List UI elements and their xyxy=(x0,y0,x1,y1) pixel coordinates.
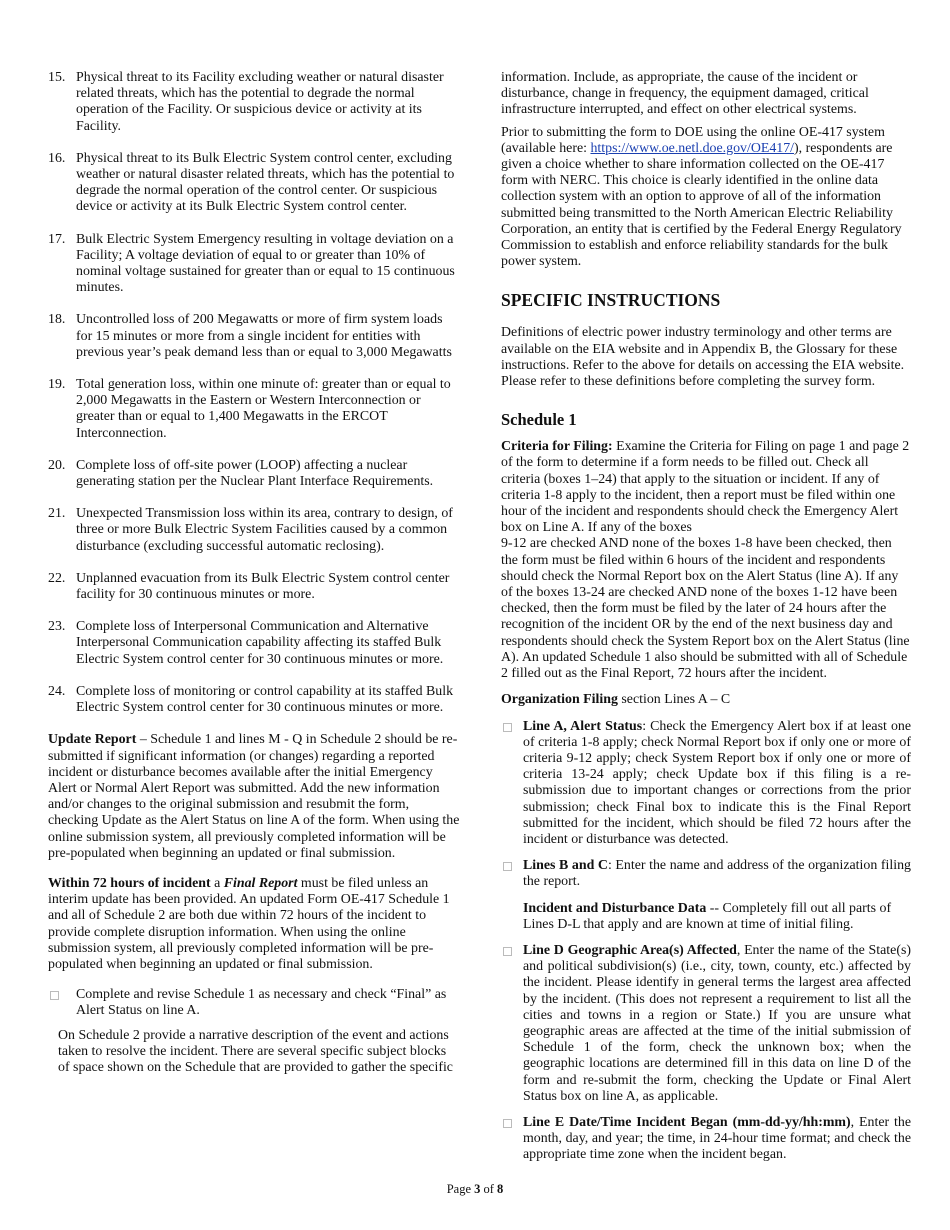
criteria-list xyxy=(48,70,460,716)
criteria-filing-paragraph: Criteria for Filing: Examine the Criteria for Filing on page 1 and page 2 of the form to determine if a form needs to be filled out. Check all criteria (boxes 1–24) that apply to the situation or incident. If any of criteria 1-8 apply to the incident, then a report must be filed within one hour of the incident and respondents should check the Emergency Alert box on Line A. If any of the boxes xyxy=(501,439,910,536)
criterion-item: 16. Physical threat to its Bulk Electric System control center, excluding weather or natural disaster related threats, which has the potential to degrade the normal operation of the control center. Or suspicious device or activity at its Bulk Electric System control center. xyxy=(48,150,455,215)
bullet-box-icon xyxy=(503,723,512,732)
bullet-box-icon xyxy=(50,991,59,1000)
page-total: 8 xyxy=(497,1182,504,1196)
criterion-item: 24. Complete loss of monitoring or control capability at its staffed Bulk Electric System control center for 30 continuous minutes or more. xyxy=(48,683,454,716)
page-number: 3 xyxy=(474,1182,481,1196)
criterion-item: 17. Bulk Electric System Emergency resulting in voltage deviation on a Facility; A voltage deviation of equal to or greater than 10% of nominal voltage sustained for greater than or equal to 15 continuous minutes. xyxy=(48,231,455,296)
criterion-item: 18. Uncontrolled loss of 200 Megawatts or more of firm system loads for 15 minutes or more from a single incident for entities with previous year’s peak demand less than or equal to 3,000 Megawatts xyxy=(48,312,452,360)
page-footer: Page 3 of 8 xyxy=(446,1182,504,1196)
organization-filing-paragraph: Organization Filing section Lines A – C xyxy=(501,692,731,708)
criterion-item: 22. Unplanned evacuation from its Bulk Electric System control center facility for 30 continuous minutes or more. xyxy=(48,570,450,603)
line-e-bullet: Line E Date/Time Incident Began (mm-dd-yy/hh:mm), Enter the month, day, and year; the time, in 24-hour time format; and check the appropriate time zone when the incident began. xyxy=(501,1115,911,1164)
line-d-bullet: Line D Geographic Area(s) Affected, Enter the name of the State(s) and political subdivision(s) (i.e., city, town, county, etc.) affected by the incident. Please identify in general terms the largest area affected by the incident. (This does not represent a requirement to list all the cities and towns in a region or State.) If you are unsure what geographic areas are affected at the time of the initial submission of Schedule 1 of the form, check the unknown box; when the geographic locations are determined fill in this data on line D of the form and re-submit the form, checking the Update or Final Alert Status box on line A, as applicable. xyxy=(501,943,911,1105)
final-status-bullet: Complete and revise Schedule 1 as necessary and check “Final” as Alert Status on line A. xyxy=(48,987,460,1019)
criterion-text: Bulk Electric System Emergency resulting in voltage deviation on a Facility; A voltage deviation of equal to or greater than 10% of nominal voltage sustained for greater than or equal to 15 continuous minutes. xyxy=(76,231,455,296)
schedule1-heading: Schedule 1 xyxy=(501,410,577,430)
lines-bc-bullet: Lines B and C: Enter the name and address of the organization filing the report. xyxy=(501,858,911,890)
left-column xyxy=(48,70,460,1076)
criterion-item: 23. Complete loss of Interpersonal Communication and Alternative Interpersonal Communication capability affecting its staffed Bulk Electric System control center for 30 continuous minutes or more. xyxy=(48,619,444,667)
criterion-text: Uncontrolled loss of 200 Megawatts or more of firm system loads for 15 minutes or more from a single incident for entities with previous year’s peak demand less than or equal to 3,000 Megawatts xyxy=(76,312,452,360)
right-column xyxy=(501,70,911,1174)
criterion-item: 20. Complete loss of off-site power (LOOP) affecting a nuclear generating station per the Nuclear Plant Interface Requirements. xyxy=(48,457,434,490)
oe417-link[interactable]: https://www.oe.netl.doe.gov/OE417/ xyxy=(590,140,795,156)
update-report-paragraph: Update Report – Schedule 1 and lines M - Q in Schedule 2 should be re-submitted if significant information (or changes) regarding a reported incident or disturbance becomes available after the initial Emergency Alert or Normal Alert Report was submitted. Add the new information and/or changes to the original submission and resubmit the form, checking Update as the Alert Status on line A of the form. When using the online submission system, all previously completed information will be pre-populated when beginning an updated or final submission. xyxy=(48,732,460,861)
criteria-filing-continued: 9-12 are checked AND none of the boxes 1-8 have been checked, then the form must be filed within 6 hours of the incident and respondents should check the Normal Report box on the Alert Status (line A). If any of the boxes 13-24 are checked AND none of the boxes 1-12 have been checked, then the form must be filed by the later of 24 hours after the recognition of the incident OR by the end of the next business day and respondents should check the System Report box on the Alert Status (line A). An updated Schedule 1 also should be submitted with all of Schedule 2 filled out as the Final Report, 72 hours after the incident. xyxy=(501,536,910,682)
incident-data-paragraph: Incident and Disturbance Data -- Completely fill out all parts of Lines D-L that apply and are known at time of initial filing. xyxy=(523,900,892,932)
line-a-bullet: Line A, Alert Status: Check the Emergency Alert box if at least one of criteria 1-8 apply; check Normal Report box if only one or more of criteria 9-12 apply; check System Report box if only one or more of criteria 13-24 apply; check Update box if this filing is a re-submission due to important changes or corrections from the prior submission; check Final box to indicate this is the Final Report submitted for the incident, which should be filed 72 hours after the incident or disturbance was detected. xyxy=(501,719,911,849)
definitions-paragraph: Definitions of electric power industry terminology and other terms are available on the EIA website and in Appendix B, the Glossary for these instructions. Refer to the above for details on accessing the EIA website. Please refer to these definitions before completing the survey form. xyxy=(501,325,905,390)
prior-submission-paragraph: Prior to submitting the form to DOE using the online OE-417 system (available here: https://www.oe.netl.doe.gov/OE417/), respondents are given a choice whether to share information collected on the OE-417 form with NERC. This choice is clearly identified in the online data collection system with an option to approve of all of the information submitted being transmitted to the North American Electric Reliability Corporation, an entity that is certified by the Federal Energy Regulatory Commission to establish and enforce reliability standards for the bulk power system. xyxy=(501,124,902,270)
criterion-text: Total generation loss, within one minute of: greater than or equal to 2,000 Megawatts in the Eastern or Western Interconnection or greater than or equal to 1,400 Megawatts in the ERCOT Interconnection. xyxy=(76,377,451,441)
criterion-text: Complete loss of monitoring or control capability at its staffed Bulk Electric System control center for 30 continuous minutes or more. xyxy=(76,683,454,716)
criterion-text: Complete loss of Interpersonal Communication and Alternative Interpersonal Communication capability affecting its staffed Bulk Electric System control center for 30 continuous minutes or more. xyxy=(76,619,444,667)
schedule2-paragraph: On Schedule 2 provide a narrative description of the event and actions taken to resolve the incident. There are several specific subject blocks of space shown on the Schedule that are provided to gather the specific xyxy=(58,1027,453,1075)
criterion-item: 15. Physical threat to its Facility excluding weather or natural disaster related threats, which has the potential to degrade the normal operation of the Facility. Or suspicious device or activity at its Facility. xyxy=(48,70,444,134)
bullet-box-icon xyxy=(503,862,512,871)
continued-paragraph: information. Include, as appropriate, the cause of the incident or disturbance, change in frequency, the equipment damaged, critical infrastructure interrupted, and effect on other electrical systems. xyxy=(501,70,869,118)
criterion-text: Physical threat to its Facility excluding weather or natural disaster related threats, which has the potential to degrade the normal operation of the Facility. Or suspicious device or activity at its Facility. xyxy=(76,70,444,134)
within-72-paragraph: Within 72 hours of incident a Final Report must be filed unless an interim update has been provided. An updated Form OE-417 Schedule 1 and all of Schedule 2 are both due within 72 hours of the incident to provide complete disruption information. When using the online submission system, all previously completed information will be pre-populated when beginning an updated or final submission. xyxy=(48,875,450,972)
criterion-text: Unexpected Transmission loss within its area, contrary to design, of three or more Bulk Electric System Facilities caused by a common disturbance (excluding successful automatic reclosing). xyxy=(76,506,453,554)
criterion-text: Complete loss of off-site power (LOOP) affecting a nuclear generating station per the Nuclear Plant Interface Requirements. xyxy=(76,457,434,490)
criterion-item: 21. Unexpected Transmission loss within its area, contrary to design, of three or more Bulk Electric System Facilities caused by a common disturbance (excluding successful automatic reclosing). xyxy=(48,506,453,554)
bullet-box-icon xyxy=(503,1119,512,1128)
specific-instructions-heading: SPECIFIC INSTRUCTIONS xyxy=(501,290,721,311)
criterion-text: Physical threat to its Bulk Electric System control center, excluding weather or natural disaster related threats, which has the potential to degrade the normal operation of the control center. Or suspicious device or activity at its Bulk Electric System control center. xyxy=(76,150,455,215)
bullet-box-icon xyxy=(503,947,512,956)
criterion-item: 19. Total generation loss, within one minute of: greater than or equal to 2,000 Megawatts in the Eastern or Western Interconnection or greater than or equal to 1,400 Megawatts in the ERCOT Interconnection. xyxy=(48,377,451,441)
criterion-text: Unplanned evacuation from its Bulk Electric System control center facility for 30 continuous minutes or more. xyxy=(76,570,450,603)
